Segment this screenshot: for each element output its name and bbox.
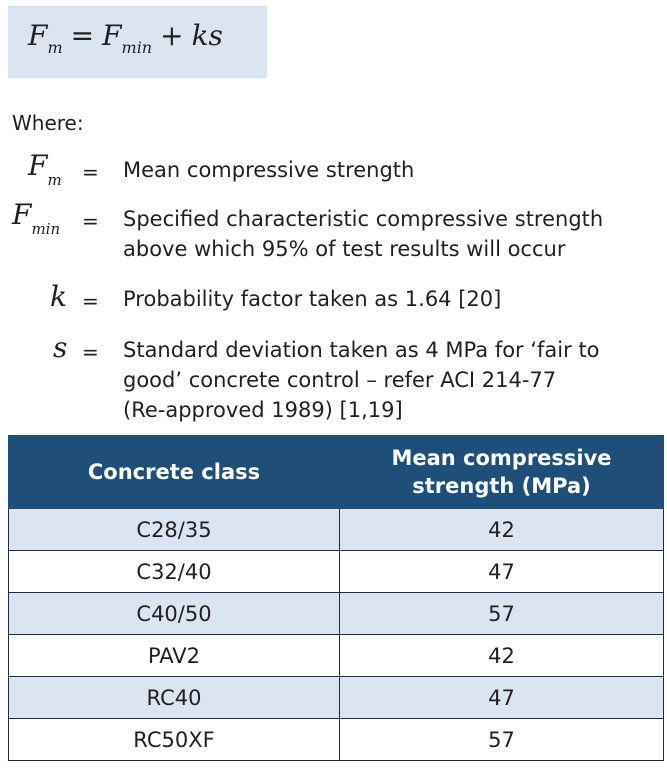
table-header-row — [9, 436, 664, 509]
definition-equals: = — [82, 289, 99, 313]
cell-class: PAV2 — [9, 635, 340, 677]
cell-class: RC40 — [9, 677, 340, 719]
definition-equals: = — [82, 160, 99, 184]
formula-lhs: $F_m$ — [28, 19, 63, 57]
table-row — [9, 635, 664, 677]
where-label: Where: — [12, 111, 84, 135]
table-row — [9, 509, 664, 551]
strength-table — [8, 435, 664, 761]
definition-text: Standard deviation taken as 4 MPa for ‘fair to good’ concrete control – refer ACI 214-77 (Re-approved 1989) [1,19] — [123, 338, 600, 422]
definition-symbol: $F_m$ — [28, 149, 62, 189]
cell-strength: 57 — [340, 593, 664, 635]
formula-term1: $F_{min}$ — [102, 19, 153, 57]
header-concrete-class: Concrete class — [9, 436, 340, 509]
table-row — [9, 593, 664, 635]
cell-strength: 42 — [340, 509, 664, 551]
strength-table-wrapper — [8, 435, 663, 765]
cell-strength: 57 — [340, 719, 664, 761]
cell-class: C40/50 — [9, 593, 340, 635]
formula-equals: = — [70, 19, 95, 52]
cell-strength: 42 — [340, 635, 664, 677]
cell-class: RC50XF — [9, 719, 340, 761]
definition-equals: = — [82, 340, 99, 364]
definition-equals: = — [82, 209, 99, 233]
definition-symbol: $F_{min}$ — [12, 198, 61, 238]
header-mean-strength: Mean compressive strength (MPa) — [340, 436, 664, 509]
definition-text: Probability factor taken as 1.64 [20] — [123, 287, 502, 311]
table-row — [9, 551, 664, 593]
definition-text: Mean compressive strength — [123, 158, 415, 182]
cell-strength: 47 — [340, 551, 664, 593]
formula-box — [8, 6, 267, 78]
cell-class: C28/35 — [9, 509, 340, 551]
table-row — [9, 719, 664, 761]
table-row — [9, 677, 664, 719]
cell-class: C32/40 — [9, 551, 340, 593]
formula-plus: + — [160, 19, 184, 52]
definition-symbol: s — [53, 331, 68, 364]
formula-term2: ks — [191, 19, 223, 52]
cell-strength: 47 — [340, 677, 664, 719]
definition-text: Specified characteristic compressive strength above which 95% of test results will occur — [123, 207, 604, 261]
formula — [28, 19, 223, 57]
definition-symbol: k — [50, 280, 67, 313]
